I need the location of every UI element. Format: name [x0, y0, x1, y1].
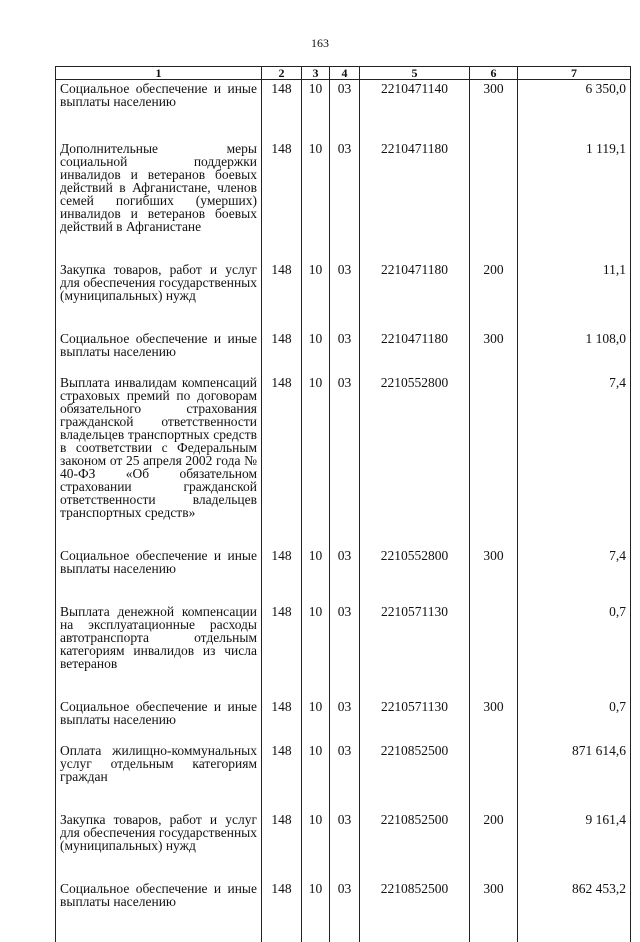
row-amount: 0,7 [518, 603, 631, 698]
row-description: Оплата жилищно-коммунальных услуг отдельным категориям граждан [56, 742, 262, 811]
row-code-target: 2210571130 [360, 698, 470, 742]
row-description: Выплата инвалидам компенсаций страховых премий по договорам обязательного страхования гражданской ответственности владельцев транспортных средств в соответствии с Федеральным законом от 25 апреля 2002 года № 40-ФЗ «Об обязательном страховании гражданской ответственности владельцев транспортных средств» [56, 374, 262, 547]
row-code-target: 2210471180 [360, 261, 470, 330]
row-code-ministry: 148 [262, 603, 302, 698]
header-cell: 7 [518, 67, 631, 80]
table-row [56, 547, 631, 603]
row-code-expense-type: 300 [470, 80, 518, 141]
row-code-ministry: 148 [262, 698, 302, 742]
row-code-ministry: 148 [262, 880, 302, 942]
row-code-ministry: 148 [262, 742, 302, 811]
row-amount: 1 119,1 [518, 140, 631, 261]
row-code-section: 10 [302, 547, 330, 603]
table-row [56, 261, 631, 330]
row-code-section: 10 [302, 603, 330, 698]
row-code-subsection: 03 [330, 261, 360, 330]
row-amount: 1 108,0 [518, 330, 631, 374]
row-code-subsection: 03 [330, 698, 360, 742]
row-code-subsection: 03 [330, 140, 360, 261]
row-code-expense-type: 300 [470, 880, 518, 942]
row-code-section: 10 [302, 742, 330, 811]
row-code-subsection: 03 [330, 330, 360, 374]
row-code-ministry: 148 [262, 80, 302, 141]
table-row [56, 80, 631, 141]
row-description: Социальное обеспечение и иные выплаты населению [56, 698, 262, 742]
table-row [56, 603, 631, 698]
row-code-expense-type [470, 374, 518, 547]
row-code-section: 10 [302, 374, 330, 547]
row-code-subsection: 03 [330, 742, 360, 811]
row-code-expense-type: 200 [470, 811, 518, 880]
row-code-subsection: 03 [330, 547, 360, 603]
row-amount: 7,4 [518, 374, 631, 547]
row-amount: 7,4 [518, 547, 631, 603]
header-cell: 3 [302, 67, 330, 80]
row-code-target: 2210552800 [360, 374, 470, 547]
header-cell: 5 [360, 67, 470, 80]
header-cell: 4 [330, 67, 360, 80]
row-code-expense-type [470, 742, 518, 811]
row-code-subsection: 03 [330, 811, 360, 880]
row-description: Социальное обеспечение и иные выплаты населению [56, 80, 262, 141]
table-row [56, 880, 631, 942]
row-description: Социальное обеспечение и иные выплаты населению [56, 330, 262, 374]
row-code-ministry: 148 [262, 811, 302, 880]
row-description: Дополнительные меры социальной поддержки инвалидов и ветеранов боевых действий в Афганистане, членов семей погибших (умерших) инвалидов и ветеранов боевых действий в Афганистане [56, 140, 262, 261]
row-code-ministry: 148 [262, 374, 302, 547]
row-code-target: 2210471180 [360, 330, 470, 374]
row-code-subsection: 03 [330, 80, 360, 141]
row-code-subsection: 03 [330, 603, 360, 698]
row-description: Закупка товаров, работ и услуг для обеспечения государственных (муниципальных) нужд [56, 811, 262, 880]
row-code-target: 2210852500 [360, 811, 470, 880]
row-code-section: 10 [302, 698, 330, 742]
row-code-subsection: 03 [330, 374, 360, 547]
row-description: Социальное обеспечение и иные выплаты населению [56, 880, 262, 942]
row-amount: 6 350,0 [518, 80, 631, 141]
row-code-subsection: 03 [330, 880, 360, 942]
row-code-target: 2210852500 [360, 880, 470, 942]
table-row [56, 811, 631, 880]
row-amount: 9 161,4 [518, 811, 631, 880]
budget-table [55, 66, 631, 942]
row-code-target: 2210852500 [360, 742, 470, 811]
row-code-target: 2210471180 [360, 140, 470, 261]
header-cell: 1 [56, 67, 262, 80]
table-row [56, 698, 631, 742]
row-code-section: 10 [302, 140, 330, 261]
row-code-section: 10 [302, 330, 330, 374]
row-code-ministry: 148 [262, 140, 302, 261]
table-row [56, 140, 631, 261]
row-description: Выплата денежной компенсации на эксплуатационные расходы автотранспорта отдельным категориям инвалидов из числа ветеранов [56, 603, 262, 698]
table-row [56, 330, 631, 374]
row-code-section: 10 [302, 880, 330, 942]
row-code-section: 10 [302, 261, 330, 330]
row-code-ministry: 148 [262, 261, 302, 330]
row-code-expense-type: 300 [470, 547, 518, 603]
header-row [56, 67, 631, 80]
row-code-ministry: 148 [262, 330, 302, 374]
row-code-section: 10 [302, 80, 330, 141]
row-code-target: 2210471140 [360, 80, 470, 141]
row-code-expense-type: 300 [470, 330, 518, 374]
table-row [56, 742, 631, 811]
table-row [56, 374, 631, 547]
row-description: Закупка товаров, работ и услуг для обеспечения государственных (муниципальных) нужд [56, 261, 262, 330]
row-code-expense-type: 300 [470, 698, 518, 742]
row-code-expense-type [470, 140, 518, 261]
header-cell: 6 [470, 67, 518, 80]
row-code-expense-type [470, 603, 518, 698]
row-description: Социальное обеспечение и иные выплаты населению [56, 547, 262, 603]
row-amount: 871 614,6 [518, 742, 631, 811]
row-amount: 0,7 [518, 698, 631, 742]
row-amount: 862 453,2 [518, 880, 631, 942]
row-code-target: 2210571130 [360, 603, 470, 698]
page-number: 163 [311, 36, 329, 50]
row-amount: 11,1 [518, 261, 631, 330]
header-cell: 2 [262, 67, 302, 80]
row-code-target: 2210552800 [360, 547, 470, 603]
row-code-section: 10 [302, 811, 330, 880]
row-code-ministry: 148 [262, 547, 302, 603]
row-code-expense-type: 200 [470, 261, 518, 330]
